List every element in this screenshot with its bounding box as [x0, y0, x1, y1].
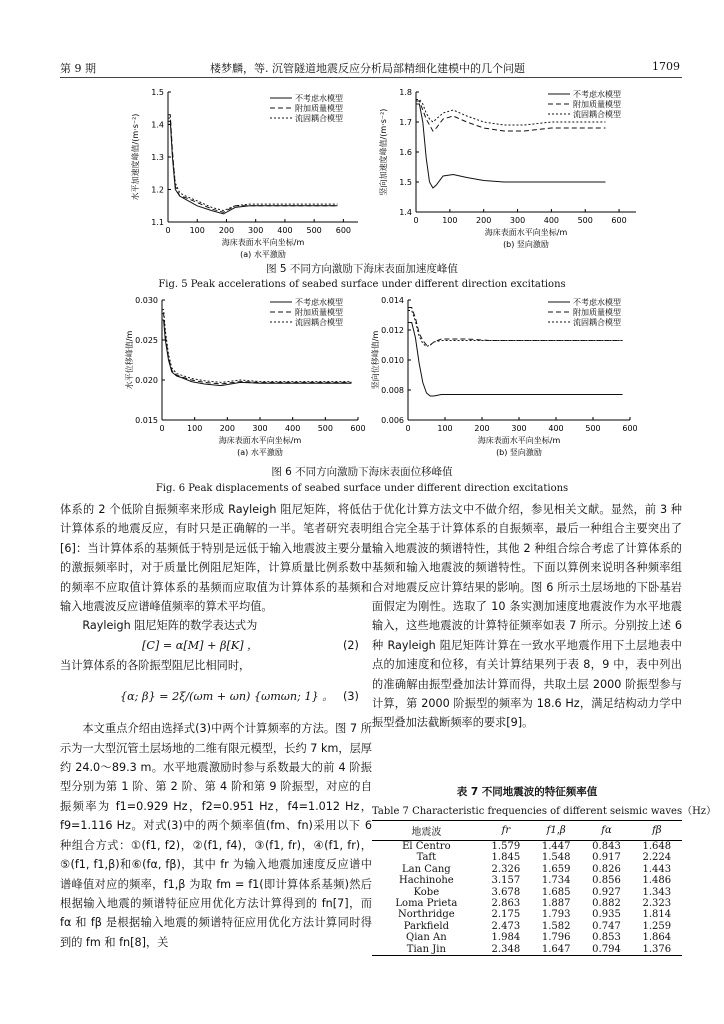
- running-title: 楼梦麟，等. 沉管隧道地震反应分析局部精细化建模中的几个问题: [210, 62, 525, 75]
- y-tick-label: 1.6: [399, 148, 412, 157]
- table-cell: 1.376: [632, 944, 682, 956]
- left-paragraph-2: Rayleigh 阻尼矩阵的数学表达式为: [82, 619, 258, 633]
- fig5-caption-en: Fig. 5 Peak accelerations of seabed surface under different direction excitations: [158, 279, 566, 290]
- table-cell: Loma Prieta: [395, 898, 458, 910]
- y-axis-label: 水平加速度峰值/(m·s⁻²): [131, 113, 140, 201]
- y-tick-label: 0.006: [381, 416, 404, 425]
- x-tick-label: 0: [413, 216, 419, 225]
- subfigure-label: (b) 竖向激励: [496, 448, 542, 457]
- x-tick-label: 500: [306, 226, 322, 235]
- legend-label: 流固耦合模型: [295, 114, 343, 123]
- table-cell: 1.259: [642, 920, 672, 932]
- table7-header-cell: fα: [581, 821, 631, 841]
- x-tick-label: 100: [442, 216, 458, 225]
- equation-3-number: (3): [343, 690, 359, 704]
- x-axis-label: 海床表面水平向坐标/m: [484, 228, 568, 237]
- table-cell: 0.935: [592, 909, 621, 921]
- y-axis-label: 竖向位移峰值/m: [371, 330, 380, 390]
- table-cell: 0.843: [592, 841, 621, 852]
- series-line: [168, 115, 338, 213]
- table-cell: 1.647: [531, 944, 581, 956]
- table-cell: 0.794: [581, 944, 631, 956]
- table-cell: 2.175: [491, 909, 521, 921]
- table-cell: Taft: [416, 852, 437, 864]
- table-cell: 1.447: [541, 841, 571, 852]
- table7-header-cell: f1,β: [531, 821, 581, 841]
- table-cell: 2.323: [642, 898, 672, 910]
- series-line: [168, 118, 338, 211]
- table-cell: 0.927: [592, 886, 621, 898]
- series-line: [168, 121, 338, 214]
- right-paragraph-1: 于优化计算方法文中不做介绍，参见相关文献。显然，前 3 种组合完全基于计算体系的自振频率，最后一种组合主要突出了输入地震波的频谱特性，其他 2 种组合综合考虑了计算体系的基频和输入地震波的频谱特性。下面以算例来说明各种频率组合对地震反应计算结果的影响。图 6 所示土层场地的下卧基岩面假定为刚性。选取了 10 条实测加速度地震波作为水平地震输入，这些地震波的计算特征频率如表 7 所示。分别按上述 6 种 Rayleigh 阻尼矩阵计算在一致水平地震作用下土层地表中点的加速度和位移，有关计算结果列于表 8，9 中，表中列出的准确解由振型叠加法计算而得，共取土层 2000 阶振型参与计算，第 2000 阶振型的频率为 18.6 Hz，满足结构动力学中振型叠加法截断频率的要求[9]。: [372, 503, 682, 730]
- x-tick-label: 500: [585, 424, 601, 433]
- x-tick-label: 0: [159, 424, 165, 433]
- table-cell: 3.157: [491, 875, 521, 887]
- y-tick-label: 1.2: [151, 185, 164, 195]
- table-row: [372, 921, 682, 932]
- legend-label: 不考虑水模型: [295, 298, 343, 307]
- table-cell: 1.984: [491, 932, 521, 944]
- y-axis-label: 水平位移峰值/m: [125, 330, 134, 390]
- table-cell: Tian Jin: [372, 944, 481, 956]
- table-cell: 1.659: [541, 863, 571, 875]
- legend-label: 附加质量模型: [295, 104, 343, 113]
- x-axis-label: 海床表面水平向坐标/m: [477, 436, 561, 445]
- table-row: [372, 898, 682, 909]
- table-cell: 2.863: [491, 898, 521, 910]
- header-rule: [60, 77, 682, 78]
- table-cell: 1.443: [642, 863, 672, 875]
- equation-3-body: {α; β} = 2ξ/(ωm + ωn) {ωmωn; 1} 。: [120, 690, 334, 704]
- equation-3: [60, 675, 372, 719]
- x-axis-label: 海床表面水平向坐标/m: [218, 436, 302, 445]
- series-line: [162, 320, 352, 386]
- right-column: [372, 500, 682, 733]
- table-cell: 1.486: [642, 875, 672, 887]
- legend-label: 流固耦合模型: [573, 110, 621, 119]
- table-cell: 2.224: [642, 852, 672, 864]
- table-cell: 1.814: [642, 909, 672, 921]
- x-tick-label: 600: [350, 424, 366, 433]
- table7-header-cell: fβ: [632, 821, 682, 841]
- table-row: [372, 852, 682, 863]
- x-tick-label: 300: [252, 424, 268, 433]
- table-cell: 0.882: [592, 898, 621, 910]
- y-tick-label: 1.7: [399, 118, 412, 127]
- y-axis-label: 竖向加速度峰值/(m·s⁻²): [379, 108, 388, 196]
- x-tick-label: 500: [317, 424, 333, 433]
- x-tick-label: 200: [219, 424, 235, 433]
- table-cell: 0.917: [592, 852, 621, 864]
- table-cell: 1.864: [642, 932, 672, 944]
- y-tick-label: 0.030: [135, 296, 158, 305]
- table-cell: 0.856: [592, 875, 621, 887]
- chart-fig6b: [368, 292, 678, 462]
- y-tick-label: 0.020: [135, 376, 158, 385]
- fig6-caption-en: Fig. 6 Peak displacements of seabed surface under different direction excitations: [155, 483, 569, 494]
- y-tick-label: 0.010: [381, 356, 404, 365]
- table-cell: 1.648: [642, 841, 672, 852]
- table-cell: Qian An: [406, 932, 447, 944]
- y-tick-label: 1.8: [399, 88, 412, 97]
- legend-label: 附加质量模型: [573, 308, 621, 317]
- legend-label: 附加质量模型: [573, 100, 621, 109]
- table-cell: 2.348: [481, 944, 531, 956]
- x-tick-label: 300: [248, 226, 264, 235]
- legend-label: 不考虑水模型: [573, 90, 621, 99]
- y-tick-label: 0.012: [381, 326, 404, 335]
- table-cell: 1.796: [541, 932, 571, 944]
- x-tick-label: 0: [165, 226, 171, 235]
- y-tick-label: 1.1: [151, 218, 164, 227]
- table-row: [372, 887, 682, 898]
- table-cell: 1.582: [541, 920, 571, 932]
- table-cell: Lan Cang: [402, 863, 451, 875]
- table-row: [372, 944, 682, 956]
- y-tick-label: 1.4: [399, 208, 412, 217]
- table-cell: 1.343: [642, 886, 672, 898]
- table-row: [372, 841, 682, 853]
- series-line: [408, 323, 623, 397]
- y-tick-label: 0.014: [381, 296, 404, 305]
- table-cell: El Centro: [402, 841, 451, 852]
- table-cell: Parkfield: [403, 920, 449, 932]
- legend-label: 附加质量模型: [295, 308, 343, 317]
- x-axis-label: 海床表面水平向坐标/m: [221, 238, 305, 247]
- y-tick-label: 1.3: [151, 153, 164, 162]
- table-cell: 1.793: [541, 909, 571, 921]
- equation-2-number: (2): [343, 638, 359, 652]
- x-tick-label: 200: [218, 226, 235, 235]
- legend-label: 不考虑水模型: [573, 298, 621, 307]
- x-tick-label: 200: [474, 424, 490, 433]
- left-paragraph-1: 体系的 2 个低阶自振频率来形成 Rayleigh 阻尼矩阵，将低估计算体系的地震反应，有时只是正确解的一半。笔者研究表明[6]：当计算体系的基频低于特别是远低于输入地震波主要分量的激振频率时，对于质量比例阻尼矩阵，计算质量比例系数中的频率不应取值计算体系的基频而应取值为计算体系的基频和输入地震波反应谱峰值频率的算术平均值。: [60, 503, 372, 614]
- subfigure-label: (a) 水平激励: [240, 250, 286, 259]
- legend-label: 流固耦合模型: [295, 318, 343, 327]
- table-cell: 3.678: [491, 886, 521, 898]
- table-cell: 2.473: [491, 920, 521, 932]
- table-cell: Hachinohe: [398, 875, 454, 887]
- chart-fig6a: [120, 292, 380, 462]
- fig5-caption-cn: 图 5 不同方向激励下海床表面加速度峰值: [266, 263, 458, 275]
- legend-label: 流固耦合模型: [573, 318, 621, 327]
- y-tick-label: 1.4: [151, 120, 164, 130]
- x-tick-label: 200: [476, 216, 492, 225]
- table-cell: 1.734: [541, 875, 571, 887]
- x-tick-label: 0: [405, 424, 411, 433]
- running-header: [60, 60, 680, 76]
- page-number: 1709: [652, 60, 680, 73]
- x-tick-label: 300: [509, 216, 526, 225]
- left-column: [60, 500, 372, 952]
- y-tick-label: 0.008: [381, 386, 404, 395]
- subfigure-label: (a) 水平激励: [237, 448, 283, 457]
- subfigure-label: (b) 竖向激励: [503, 240, 549, 249]
- table-cell: 0.826: [592, 863, 621, 875]
- issue-label: 第 9 期: [60, 62, 96, 75]
- left-paragraph-3: 当计算体系的各阶振型阻尼比相同时，: [60, 658, 251, 672]
- table-cell: Kobe: [413, 886, 440, 898]
- chart-fig5b: [378, 84, 678, 264]
- table-cell: 1.887: [541, 898, 571, 910]
- table-cell: 1.845: [491, 852, 521, 864]
- x-tick-label: 400: [277, 226, 293, 235]
- table-cell: 1.685: [541, 886, 571, 898]
- y-tick-label: 1.5: [399, 178, 412, 187]
- table-row: [372, 909, 682, 920]
- x-tick-label: 400: [543, 216, 560, 225]
- table-cell: 1.548: [541, 852, 571, 864]
- x-tick-label: 100: [437, 424, 453, 433]
- y-tick-label: 0.025: [135, 336, 158, 345]
- x-tick-label: 400: [285, 424, 301, 433]
- equation-2: [60, 636, 372, 656]
- x-tick-label: 100: [187, 424, 203, 433]
- y-tick-label: 0.015: [135, 416, 158, 425]
- table-row: [372, 864, 682, 875]
- table-cell: 2.326: [491, 863, 521, 875]
- y-tick-label: 1.5: [151, 88, 164, 97]
- table7-caption-en: Table 7 Characteristic frequencies of different seismic waves（Hz）: [372, 806, 717, 817]
- x-tick-label: 600: [622, 424, 638, 433]
- x-tick-label: 300: [511, 424, 527, 433]
- table-row: [372, 932, 682, 943]
- x-tick-label: 400: [548, 424, 564, 433]
- legend-label: 不考虑水模型: [295, 94, 343, 103]
- table-cell: 0.853: [592, 932, 621, 944]
- fig6-caption-cn: 图 6 不同方向激励下海床表面位移峰值: [271, 466, 453, 478]
- table-cell: Northridge: [398, 909, 455, 921]
- chart-fig5a: [120, 84, 380, 264]
- table-row: [372, 875, 682, 886]
- x-tick-label: 600: [611, 216, 627, 225]
- table7-header-cell: fr: [481, 821, 531, 841]
- left-paragraph-4: 本文重点介绍由选择式(3)中两个计算频率的方法。图 7 所示为一大型沉管土层场地的二维有限元模型，长约 7 km，层厚约 24.0～89.3 m。水平地震激励时参与系数最大的前 4 阶振型分别为第 1 阶、第 2 阶、第 4 阶和第 9 阶振型，对应的自振频率为 f1=0.929 Hz，f2=0.951 Hz，f4=1.012 Hz，f9=1.116 Hz。对式(3)中的两个频率值(fm、fn)采用以下 6 种组合方式：①(f1, f2)，②(f1, f4)，③(f1, fr)，④(f1, fr)，⑤(f1, f1,β)和⑥(fα, fβ)，其中 fr 为输入地震加速度反应谱中谱峰值对应的频率，f1,β 为取 fm = f1(即计算体系基频)然后根据输入地震的频谱特征应用优化方法计算得到的 fn[7]，而 fα 和 fβ 是根据输入地震的频谱特征应用优化方法计算同时得到的 fm 和 fn[8]，关: [60, 722, 372, 949]
- table7-header-cell: 地震波: [372, 821, 481, 841]
- table7: [372, 820, 682, 956]
- table-cell: 0.747: [592, 920, 621, 932]
- table-cell: 1.579: [491, 841, 521, 852]
- table7-caption-cn: 表 7 不同地震波的特征频率值: [456, 786, 598, 798]
- x-tick-label: 600: [335, 226, 352, 235]
- x-tick-label: 100: [189, 226, 205, 235]
- equation-2-body: [C] = α[M] + β[K] ，: [142, 638, 259, 652]
- x-tick-label: 500: [577, 216, 593, 225]
